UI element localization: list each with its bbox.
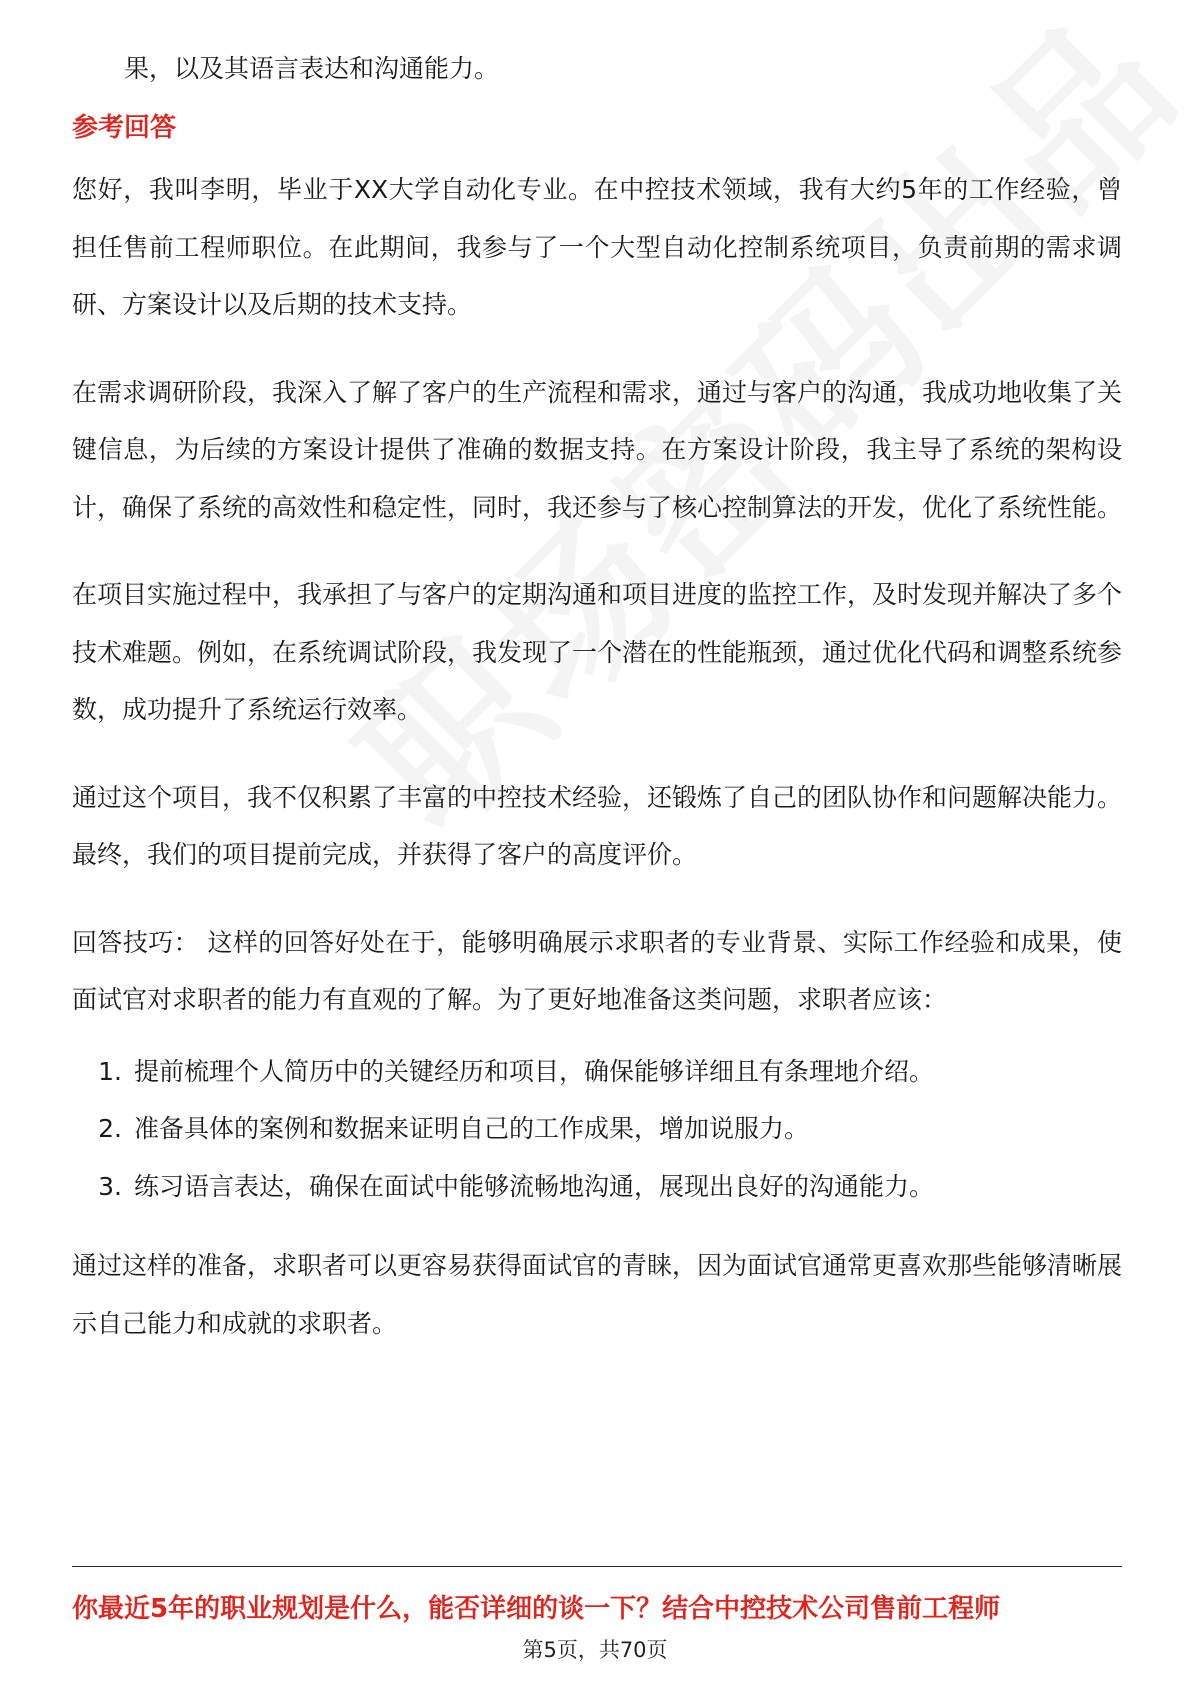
answer-paragraph-research: 在需求调研阶段，我深入了解了客户的生产流程和需求，通过与客户的沟通，我成功地收集了关键信息，为后续的方案设计提供了准确的数据支持。在方案设计阶段，我主导了系统的架构设计，确保了系统的高效性和稳定性，同时，我还参与了核心控制算法的开发，优化了系统性能。 [72, 377, 1123, 522]
list-item [72, 1100, 1122, 1158]
list-item-number: 1. [98, 1056, 122, 1086]
list-item-number: 2. [98, 1114, 122, 1143]
section-divider [72, 1566, 1122, 1567]
answer-paragraph-implementation: 在项目实施过程中，我承担了与客户的定期沟通和项目进度的监控工作，及时发现并解决了多个技术难题。例如，在系统调试阶段，我发现了一个潜在的性能瓶颈，通过优化代码和调整系统参数，成功提升了系统运行效率。 [72, 580, 1123, 724]
answer-tips-paragraph: 回答技巧： 这样的回答好处在于，能够明确展示求职者的专业背景、实际工作经验和成果，使面试官对求职者的能力有直观的了解。为了更好地准备这类问题，求职者应该： [72, 927, 1122, 1014]
tips-list [72, 1043, 1122, 1216]
answer-paragraph-summary: 通过这个项目，我不仅积累了丰富的中控技术经验，还锻炼了自己的团队协作和问题解决能力。最终，我们的项目提前完成，并获得了客户的高度评价。 [72, 782, 1123, 869]
list-item-number: 3. [98, 1171, 122, 1201]
page-number: 第5页，共70页 [522, 1638, 668, 1662]
list-item-text: 提前梳理个人简历中的关键经历和项目，确保能够详细且有条理地介绍。 [134, 1056, 935, 1086]
list-item-text: 练习语言表达，确保在面试中能够流畅地沟通，展现出良好的沟通能力。 [134, 1171, 935, 1201]
list-item-text: 准备具体的案例和数据来证明自己的工作成果，增加说服力。 [134, 1114, 810, 1143]
reference-answer-heading: 参考回答 [72, 112, 177, 143]
list-item [72, 1158, 1122, 1216]
list-item [72, 1043, 1122, 1101]
closing-paragraph: 通过这样的准备，求职者可以更容易获得面试官的青睐，因为面试官通常更喜欢那些能够清晰展示自己能力和成就的求职者。 [72, 1251, 1123, 1338]
page-content [72, 40, 1122, 1352]
continuation-line: 果，以及其语言表达和沟通能力。 [124, 54, 500, 83]
answer-paragraph-intro: 您好，我叫李明，毕业于XX大学自动化专业。在中控技术领域，我有大约5年的工作经验，曾担任售前工程师职位。在此期间，我参与了一个大型自动化控制系统项目，负责前期的需求调研、方案设计以及后期的技术支持。 [72, 175, 1122, 319]
next-question-heading: 你最近5年的职业规划是什么，能否详细的谈一下？结合中控技术公司售前工程师 [72, 1594, 1001, 1624]
